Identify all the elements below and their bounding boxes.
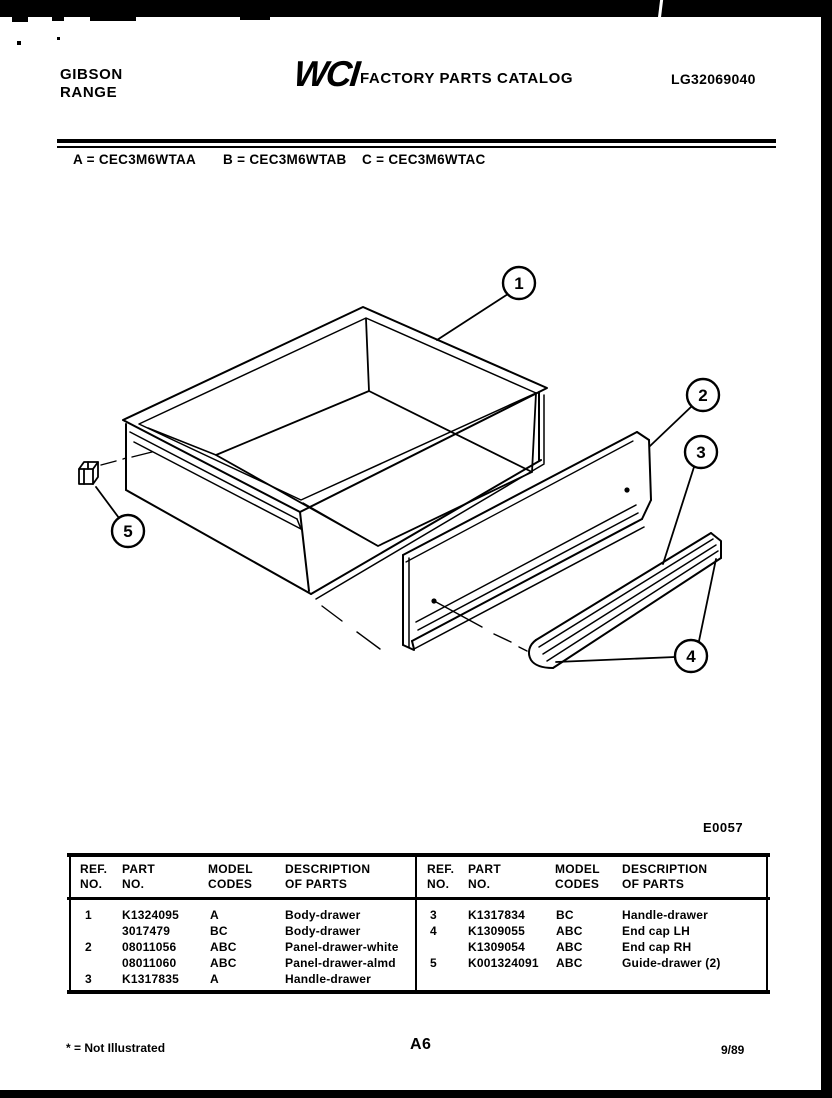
ref-no: 2 bbox=[85, 940, 92, 954]
publication-number: LG32069040 bbox=[671, 71, 756, 87]
callout-5 bbox=[112, 515, 144, 547]
ref-no: 3 bbox=[85, 972, 92, 986]
column-header-model: MODEL CODES bbox=[208, 862, 253, 891]
model-code-b: B = CEC3M6WTAB bbox=[223, 152, 347, 167]
leader-4-left bbox=[556, 657, 675, 662]
table-row bbox=[416, 924, 768, 940]
not-illustrated-footnote: * = Not Illustrated bbox=[66, 1041, 166, 1055]
parts-table-left bbox=[67, 853, 416, 994]
leader-2 bbox=[650, 406, 692, 446]
table-row bbox=[416, 940, 768, 956]
part-no: K1317834 bbox=[468, 908, 525, 922]
part-no: K1324095 bbox=[122, 908, 179, 922]
model-codes: ABC bbox=[210, 956, 237, 970]
ref-no: 1 bbox=[85, 908, 92, 922]
drawer-body-drawing bbox=[123, 307, 547, 599]
panel-screw-dot bbox=[431, 598, 436, 603]
panel-screw-dot bbox=[624, 487, 629, 492]
column-header-description: DESCRIPTION OF PARTS bbox=[285, 862, 371, 891]
table-row bbox=[67, 940, 416, 956]
table-row bbox=[67, 924, 416, 940]
model-code-a: A = CEC3M6WTAA bbox=[73, 152, 197, 167]
model-codes: A bbox=[210, 972, 219, 986]
column-header-part: PART NO. bbox=[122, 862, 155, 891]
brand-line1: GIBSON bbox=[60, 66, 123, 83]
leader-5 bbox=[96, 487, 119, 518]
part-no: K001324091 bbox=[468, 956, 539, 970]
date-code: 9/89 bbox=[721, 1043, 745, 1057]
callout-4 bbox=[675, 640, 707, 672]
svg-text:1: 1 bbox=[514, 274, 524, 293]
model-codes: ABC bbox=[556, 924, 583, 938]
column-header-model: MODEL CODES bbox=[555, 862, 600, 891]
callout-3 bbox=[685, 436, 717, 468]
svg-text:4: 4 bbox=[686, 647, 696, 666]
column-header-ref: REF. NO. bbox=[80, 862, 108, 891]
svg-text:5: 5 bbox=[123, 522, 133, 541]
ref-no: 5 bbox=[430, 956, 437, 970]
figure-code: E0057 bbox=[703, 820, 744, 835]
table-row bbox=[416, 908, 768, 924]
model-codes: A bbox=[210, 908, 219, 922]
model-codes: ABC bbox=[556, 956, 583, 970]
description: End cap RH bbox=[622, 940, 692, 954]
model-codes: BC bbox=[556, 908, 574, 922]
part-no: K1317835 bbox=[122, 972, 179, 986]
description: Guide-drawer (2) bbox=[622, 956, 721, 970]
ref-no: 3 bbox=[430, 908, 437, 922]
model-codes: BC bbox=[210, 924, 228, 938]
leader-1 bbox=[437, 294, 508, 340]
part-no: K1309055 bbox=[468, 924, 525, 938]
table-row bbox=[67, 972, 416, 988]
description: Panel-drawer-almd bbox=[285, 956, 396, 970]
parts-table-right bbox=[416, 853, 768, 994]
callout-2 bbox=[687, 379, 719, 411]
table-row bbox=[67, 908, 416, 924]
page-number: A6 bbox=[410, 1036, 432, 1053]
description: Panel-drawer-white bbox=[285, 940, 399, 954]
end-cap-left-drawing bbox=[529, 640, 553, 668]
model-code-c: C = CEC3M6WTAC bbox=[362, 152, 486, 167]
description: Handle-drawer bbox=[622, 908, 708, 922]
brand-line2: RANGE bbox=[60, 84, 118, 101]
column-header-part: PART NO. bbox=[468, 862, 501, 891]
ref-no: 4 bbox=[430, 924, 437, 938]
table-row bbox=[416, 956, 768, 972]
description: Handle-drawer bbox=[285, 972, 371, 986]
leader-3 bbox=[663, 467, 694, 564]
description: Body-drawer bbox=[285, 908, 361, 922]
column-header-ref: REF. NO. bbox=[427, 862, 455, 891]
part-no: 08011060 bbox=[122, 956, 177, 970]
description: End cap LH bbox=[622, 924, 691, 938]
callout-leaders bbox=[96, 294, 716, 662]
callout-1 bbox=[503, 267, 535, 299]
description: Body-drawer bbox=[285, 924, 361, 938]
part-no: K1309054 bbox=[468, 940, 525, 954]
wci-logo: WCI bbox=[291, 53, 361, 94]
model-codes: ABC bbox=[210, 940, 237, 954]
catalog-title: FACTORY PARTS CATALOG bbox=[360, 70, 574, 87]
part-no: 3017479 bbox=[122, 924, 171, 938]
column-header-description: DESCRIPTION OF PARTS bbox=[622, 862, 708, 891]
svg-text:2: 2 bbox=[698, 386, 708, 405]
model-codes: ABC bbox=[556, 940, 583, 954]
svg-text:3: 3 bbox=[696, 443, 706, 462]
part-no: 08011056 bbox=[122, 940, 177, 954]
table-row bbox=[67, 956, 416, 972]
guide-clip-drawing bbox=[79, 462, 98, 484]
